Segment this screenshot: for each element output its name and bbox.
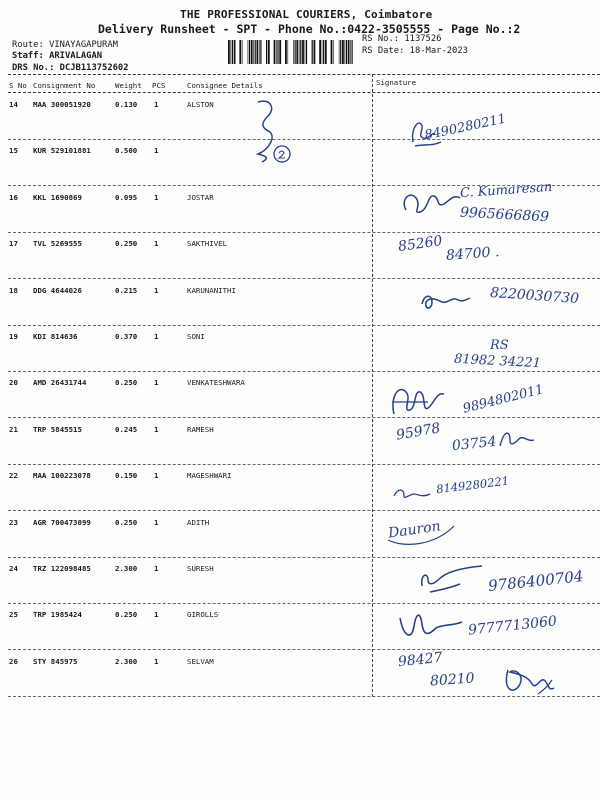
row-weight: 0.215	[115, 285, 138, 295]
barcode	[228, 40, 354, 64]
handwriting-r25-phone: 9777713060	[467, 613, 558, 639]
row-pcs: 1	[154, 656, 159, 666]
row-consignee: ADITH	[187, 517, 210, 527]
row-pcs: 1	[154, 100, 159, 109]
row-pcs: 1	[154, 517, 159, 527]
row-consignee: ALSTON	[187, 100, 214, 109]
row-weight: 0.250	[115, 378, 138, 388]
rs-no-value: 1137526	[404, 34, 442, 44]
row-consignment-no: DDG 4644026	[33, 285, 82, 295]
table-row	[0, 465, 600, 511]
handwriting-r24-phone: 9786400704	[487, 567, 585, 595]
row-consignment-no: MAA 100223078	[33, 471, 91, 481]
staff-line	[12, 51, 102, 61]
row-sno: 24	[9, 564, 18, 573]
row-consignment-no: AGR 700473099	[33, 517, 91, 527]
row-consignee: GIROLLS	[187, 610, 219, 620]
row-sno: 23	[9, 517, 18, 527]
drs-line	[12, 63, 129, 73]
row-pcs: 1	[154, 378, 159, 388]
table-top-rule	[8, 74, 600, 75]
row-sno: 16	[9, 192, 18, 202]
row-pcs: 1	[154, 610, 159, 620]
route-value: VINAYAGAPURAM	[49, 40, 118, 50]
signature-r24-icon	[416, 562, 486, 598]
row-pcs: 1	[154, 192, 159, 202]
row-weight: 0.250	[115, 610, 138, 620]
table-row	[0, 94, 600, 140]
handwriting-r18-phone: 8220030730	[489, 284, 580, 308]
header-bottom-rule	[8, 92, 600, 93]
rs-date-label: RS Date:	[362, 46, 405, 56]
signature-r18-icon	[418, 290, 472, 314]
column-header-consignee: Consignee Details	[187, 81, 263, 90]
row-sno: 15	[9, 146, 18, 156]
row-pcs: 1	[154, 471, 159, 481]
handwriting-r21-a: 95978	[394, 420, 442, 444]
row-pcs: 1	[154, 146, 159, 156]
handwriting-r17-b: 84700 .	[445, 244, 500, 264]
handwriting-r14-phone: 8490280211	[423, 111, 508, 144]
column-header-sno: S No	[9, 81, 27, 90]
row-weight: 0.250	[115, 239, 138, 249]
handwriting-r26-b: 80210	[429, 670, 476, 690]
handwriting-r19-a: RS	[490, 338, 509, 353]
row-consignment-no: TRP 1985424	[33, 610, 82, 620]
handwriting-r21-b: 03754	[451, 433, 498, 455]
row-weight: 0.250	[115, 517, 138, 527]
row-consignment-no: TRP 5845515	[33, 424, 82, 434]
row-sno: 17	[9, 239, 18, 249]
row-pcs: 1	[154, 285, 159, 295]
table-row	[0, 140, 600, 186]
route-line	[12, 40, 118, 50]
row-weight: 0.370	[115, 332, 138, 341]
drs-value: DCJB113752602	[59, 63, 129, 73]
row-sno: 21	[9, 424, 18, 434]
row-consignee: SONI	[187, 332, 205, 341]
row-weight: 0.245	[115, 424, 138, 434]
runsheet-title: Delivery Runsheet - SPT - Phone No.:0422-3505555 - Page No.:2	[98, 22, 521, 36]
signature-scribble-icon	[240, 98, 300, 178]
row-weight: 0.150	[115, 471, 138, 481]
row-sno: 19	[9, 332, 18, 341]
staff-label: Staff:	[12, 51, 44, 61]
row-consignee: SAKTHIVEL	[187, 239, 228, 249]
row-consignee: MAGESHWARI	[187, 471, 232, 481]
row-consignment-no: AMD 26431744	[33, 378, 87, 388]
row-pcs: 1	[154, 564, 159, 573]
row-consignee: SELVAM	[187, 656, 214, 666]
rs-date-value: 18-Mar-2023	[409, 46, 468, 56]
rs-date-line	[362, 46, 468, 56]
row-consignment-no: KUR 529101881	[33, 146, 91, 156]
signature-r22-icon	[392, 484, 432, 504]
route-label: Route:	[12, 40, 44, 50]
signature-r21-icon	[496, 424, 536, 454]
column-header-signature: Signature	[376, 78, 417, 87]
row-weight: 0.500	[115, 146, 138, 156]
column-header-weight: Weight	[115, 81, 142, 90]
row-consignment-no: TRZ 122098485	[33, 564, 91, 573]
company-title: THE PROFESSIONAL COURIERS, Coimbatore	[180, 8, 433, 21]
handwriting-r23-name: Dauron	[387, 518, 442, 542]
row-weight: 2.300	[115, 656, 138, 666]
rs-no-line	[362, 34, 441, 44]
handwriting-r26-a: 98427	[397, 649, 444, 671]
row-sno: 25	[9, 610, 18, 620]
handwriting-r16-name: C. Kumaresan	[459, 179, 553, 202]
handwriting-r20-phone: 9894802011	[461, 382, 546, 417]
row-consignment-no: STY 845975	[33, 656, 78, 666]
row-sno: 20	[9, 378, 18, 388]
row-consignee: JOSTAR	[187, 192, 214, 202]
row-weight: 2.300	[115, 564, 138, 573]
column-header-consignment: Consignment No	[33, 81, 96, 90]
signature-r26-icon	[498, 660, 558, 700]
handwriting-r17-a: 85260	[397, 232, 444, 256]
signature-r25-icon	[396, 604, 466, 644]
signature-r23-icon	[384, 518, 458, 550]
row-consignment-no: TVL 5269555	[33, 239, 82, 249]
row-sno: 26	[9, 656, 18, 666]
row-consignment-no: KDI 814636	[33, 332, 78, 341]
row-consignee: VENKATESHWARA	[187, 378, 245, 388]
column-header-pcs: PCS	[152, 81, 166, 90]
row-consignment-no: MAA 300051920	[33, 100, 91, 109]
signature-r16-icon	[398, 180, 468, 222]
handwriting-r19-phone: 81982 34221	[453, 351, 542, 372]
row-weight: 0.130	[115, 100, 138, 109]
row-consignee: SURESH	[187, 564, 214, 573]
rs-no-label: RS No.:	[362, 34, 400, 44]
handwriting-r22-phone: 8149280221	[435, 473, 510, 497]
row-pcs: 1	[154, 332, 159, 341]
table-row	[0, 512, 600, 558]
drs-label: DRS No.:	[12, 63, 55, 73]
row-weight: 0.095	[115, 192, 138, 202]
row-sno: 18	[9, 285, 18, 295]
staff-value: ARIVALAGAN	[49, 51, 103, 61]
signature-r20-icon	[388, 378, 448, 426]
row-sno: 22	[9, 471, 18, 481]
row-consignee: KARUNANITHI	[187, 285, 236, 295]
row-pcs: 1	[154, 239, 159, 249]
table-row	[0, 233, 600, 279]
row-consignment-no: KKL 1690869	[33, 192, 82, 202]
row-sno: 14	[9, 100, 18, 109]
row-pcs: 1	[154, 424, 159, 434]
row-consignee: RAMESH	[187, 424, 214, 434]
handwriting-r16-phone: 9965666869	[459, 204, 550, 226]
